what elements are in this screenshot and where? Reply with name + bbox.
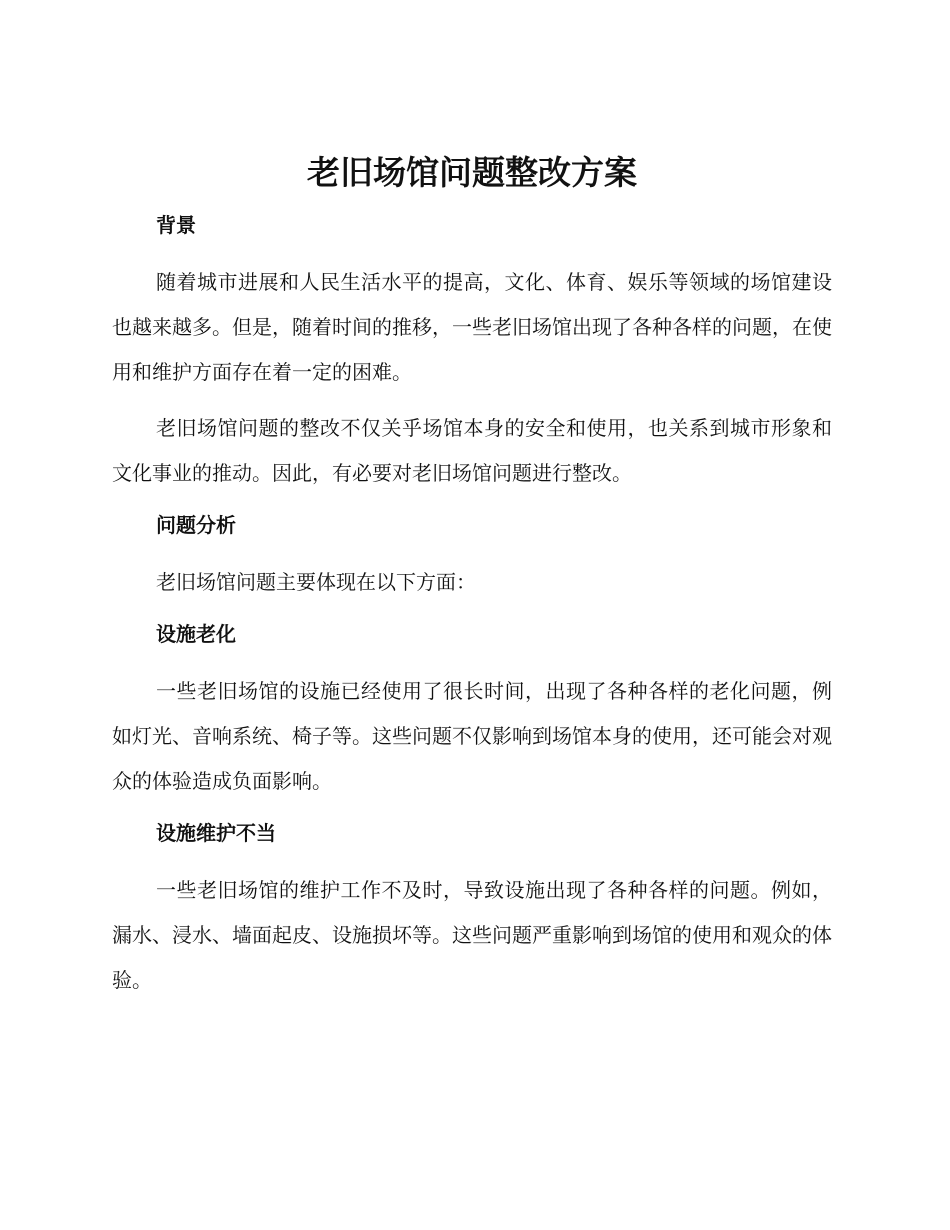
section-heading-analysis: 问题分析 xyxy=(156,513,236,537)
section-heading-maintenance: 设施维护不当 xyxy=(156,821,276,845)
document-title: 老旧场馆问题整改方案 xyxy=(307,153,637,192)
background-paragraph-1: 随着城市进展和人民生活水平的提高，文化、体育、娱乐等领域的场馆建设也越来越多。但是，随着时间的推移，一些老旧场馆出现了各种各样的问题，在使用和维护方面存在着一定的困难。 xyxy=(112,270,832,384)
document-page xyxy=(112,148,832,1003)
analysis-intro-paragraph: 老旧场馆问题主要体现在以下方面： xyxy=(156,570,476,594)
aging-paragraph: 一些老旧场馆的设施已经使用了很长时间，出现了各种各样的老化问题，例如灯光、音响系统、椅子等。这些问题不仅影响到场馆本身的使用，还可能会对观众的体验造成负面影响。 xyxy=(112,679,832,793)
background-paragraph-2: 老旧场馆问题的整改不仅关乎场馆本身的安全和使用，也关系到城市形象和文化事业的推动。因此，有必要对老旧场馆问题进行整改。 xyxy=(112,416,832,485)
section-heading-background: 背景 xyxy=(156,213,196,237)
section-heading-aging: 设施老化 xyxy=(156,622,236,646)
maintenance-paragraph: 一些老旧场馆的维护工作不及时，导致设施出现了各种各样的问题。例如，漏水、浸水、墙面起皮、设施损坏等。这些问题严重影响到场馆的使用和观众的体验。 xyxy=(112,878,832,992)
